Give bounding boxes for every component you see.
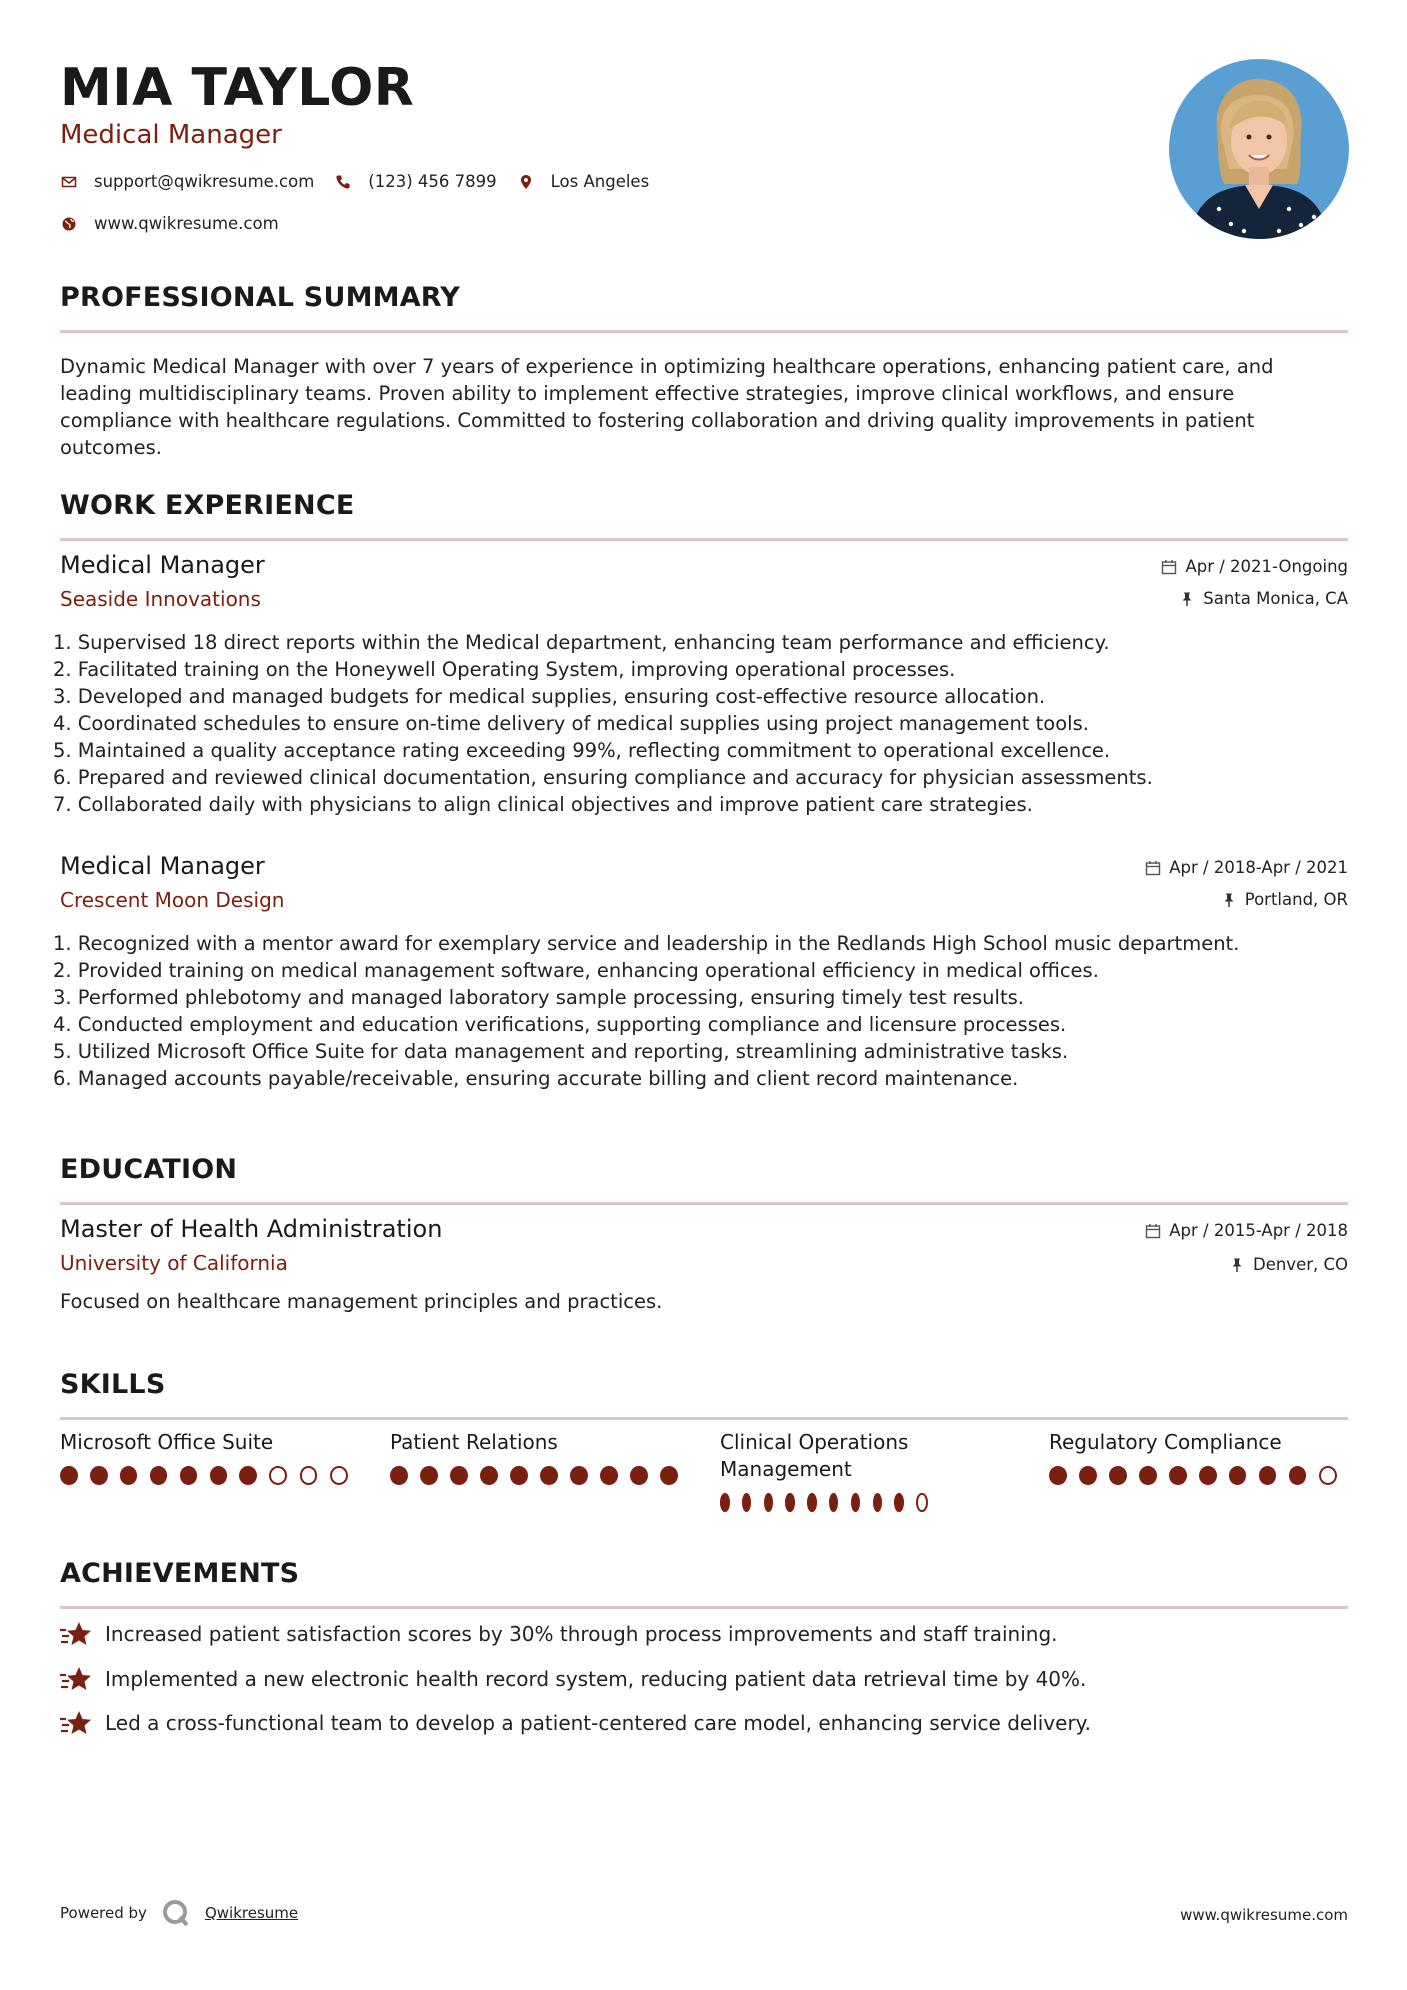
skills-grid [60, 1429, 1348, 1519]
list-item: 3. Developed and managed budgets for medical supplies, ensuring cost-effective resource allocation. [53, 685, 1046, 708]
location-text: Portland, OR [1244, 890, 1348, 909]
rating-dot-filled [873, 1493, 883, 1512]
rating-dot-filled [1229, 1466, 1247, 1485]
section-divider [60, 1606, 1348, 1609]
achievement-text: Implemented a new electronic health record system, reducing patient data retrieval time by 40%. [105, 1667, 1087, 1691]
resume-page [53, 0, 1348, 1990]
skill-name: Patient Relations [390, 1430, 558, 1454]
pin-icon [1179, 591, 1195, 607]
rating-dot-filled [90, 1466, 108, 1485]
location-text: Denver, CO [1252, 1255, 1348, 1274]
candidate-name: MIA TAYLOR [60, 58, 415, 118]
job-title: Medical Manager [60, 551, 265, 579]
skill-name: Regulatory Compliance [1049, 1430, 1282, 1454]
section-divider [60, 1417, 1348, 1420]
candidate-role: Medical Manager [60, 120, 282, 150]
rating-dot-empty [1319, 1466, 1337, 1485]
rating-dot-filled [480, 1466, 498, 1485]
list-item: 5. Maintained a quality acceptance rating exceeding 99%, reflecting commitment to operational excellence. [53, 739, 1111, 762]
education-location [1229, 1255, 1348, 1274]
job-entry [53, 551, 1348, 821]
pin-icon [1221, 892, 1237, 908]
footer-branding [60, 1898, 298, 1928]
rating-dot-filled [1199, 1466, 1217, 1485]
qwikresume-logo-icon [161, 1898, 191, 1928]
achievement-item [60, 1620, 1058, 1648]
rating-dot-filled [742, 1493, 752, 1512]
calendar-icon [1145, 860, 1161, 876]
rating-dot-filled [660, 1466, 678, 1485]
skill-rating [390, 1466, 690, 1485]
skill-item [1049, 1429, 1349, 1485]
rating-dot-filled [1259, 1466, 1277, 1485]
list-item: 5. Utilized Microsoft Office Suite for data management and reporting, streamlining administrative tasks. [53, 1040, 1069, 1063]
list-item: 1. Supervised 18 direct reports within the Medical department, enhancing team performance and efficiency. [53, 631, 1110, 654]
location-text: Santa Monica, CA [1203, 589, 1348, 608]
skill-name: Microsoft Office Suite [60, 1430, 274, 1454]
rating-dot-filled [720, 1493, 730, 1512]
qwikresume-link[interactable]: Qwikresume [204, 1904, 299, 1922]
rating-dot-filled [1079, 1466, 1097, 1485]
list-item: 4. Coordinated schedules to ensure on-time delivery of medical supplies using project management tools. [53, 712, 1089, 735]
date-text: Apr / 2018-Apr / 2021 [1169, 858, 1348, 877]
job-dates [1161, 557, 1348, 576]
email-icon [60, 173, 78, 191]
calendar-icon [1145, 1223, 1161, 1239]
star-icon [60, 1665, 92, 1693]
achievement-text: Led a cross-functional team to develop a patient-centered care model, enhancing service delivery. [105, 1711, 1092, 1735]
rating-dot-filled [450, 1466, 468, 1485]
rating-dot-filled [1049, 1466, 1067, 1485]
section-title: EDUCATION [60, 1154, 238, 1185]
section-title: PROFESSIONAL SUMMARY [60, 282, 461, 313]
profile-photo [1169, 59, 1349, 239]
location-text: Los Angeles [550, 172, 650, 191]
list-item: 2. Facilitated training on the Honeywell Operating System, improving operational processes. [53, 658, 956, 681]
rating-dot-filled [150, 1466, 168, 1485]
date-text: Apr / 2015-Apr / 2018 [1169, 1221, 1348, 1240]
email-link[interactable]: support@qwikresume.com [94, 172, 315, 191]
rating-dot-filled [764, 1493, 774, 1512]
achievement-item [60, 1709, 1091, 1737]
location-pin-icon [517, 173, 535, 191]
rating-dot-empty [330, 1466, 348, 1485]
section-title: SKILLS [60, 1369, 166, 1400]
job-title: Medical Manager [60, 852, 265, 880]
rating-dot-empty [269, 1466, 287, 1485]
job-entry [53, 852, 1348, 1102]
rating-dot-filled [180, 1466, 198, 1485]
website-row [60, 214, 299, 233]
rating-dot-filled [829, 1493, 839, 1512]
section-title: WORK EXPERIENCE [60, 490, 355, 521]
footer-website-link[interactable]: www.qwikresume.com [1180, 1906, 1348, 1924]
rating-dot-filled [630, 1466, 648, 1485]
achievements-section [60, 1558, 1348, 1609]
section-divider [60, 1202, 1348, 1205]
rating-dot-filled [600, 1466, 618, 1485]
section-title: ACHIEVEMENTS [60, 1558, 300, 1589]
achievement-text: Increased patient satisfaction scores by 30% through process improvements and staff training. [105, 1622, 1058, 1646]
rating-dot-filled [239, 1466, 257, 1485]
list-item: 6. Managed accounts payable/receivable, ensuring accurate billing and client record maintenance. [53, 1067, 1019, 1090]
rating-dot-filled [540, 1466, 558, 1485]
star-icon [60, 1620, 92, 1648]
skill-item [60, 1429, 360, 1485]
rating-dot-filled [851, 1493, 861, 1512]
skill-rating [720, 1493, 940, 1512]
education-entry [60, 1215, 1348, 1315]
powered-by-label: Powered by [60, 1904, 147, 1922]
rating-dot-filled [120, 1466, 138, 1485]
education-section [60, 1154, 1348, 1205]
skill-item [390, 1429, 690, 1485]
list-item: 7. Collaborated daily with physicians to align clinical objectives and improve patient care strategies. [53, 793, 1033, 816]
contact-row [60, 172, 669, 191]
skill-name: Clinical Operations Management [720, 1430, 909, 1481]
rating-dot-filled [1169, 1466, 1187, 1485]
section-divider [60, 330, 1348, 333]
job-bullets [53, 629, 1153, 818]
calendar-icon [1161, 559, 1177, 575]
company-name: Crescent Moon Design [60, 888, 285, 912]
list-item: 3. Performed phlebotomy and managed laboratory sample processing, ensuring timely test results. [53, 986, 1024, 1009]
pin-icon [1229, 1257, 1245, 1273]
rating-dot-filled [210, 1466, 228, 1485]
rating-dot-empty [916, 1493, 928, 1512]
section-divider [60, 538, 1348, 541]
rating-dot-empty [300, 1466, 318, 1485]
skill-rating [1049, 1466, 1349, 1485]
list-item: 2. Provided training on medical management software, enhancing operational efficiency in medical offices. [53, 959, 1099, 982]
job-location [1179, 589, 1348, 608]
rating-dot-filled [785, 1493, 795, 1512]
rating-dot-filled [807, 1493, 817, 1512]
list-item: 6. Prepared and reviewed clinical documentation, ensuring compliance and accuracy for physician assessments. [53, 766, 1153, 789]
achievement-item [60, 1665, 1086, 1693]
rating-dot-filled [894, 1493, 904, 1512]
summary-section [60, 282, 1348, 461]
summary-text: Dynamic Medical Manager with over 7 years of experience in optimizing healthcare operations, enhancing patient care, and leading multidisciplinary teams. Proven ability to implement effective strategies, improve clinical workflows, and ensure compliance with healthcare regulations. Committed to fostering collaboration and driving quality improvements in patient outcomes. [60, 355, 1274, 459]
education-description: Focused on healthcare management principles and practices. [60, 1290, 663, 1313]
rating-dot-filled [420, 1466, 438, 1485]
job-location [1221, 890, 1348, 909]
list-item: 4. Conducted employment and education verifications, supporting compliance and licensure processes. [53, 1013, 1067, 1036]
skills-section [60, 1369, 1348, 1420]
degree-title: Master of Health Administration [60, 1215, 443, 1243]
job-bullets [53, 930, 1239, 1092]
school-name: University of California [60, 1251, 288, 1275]
phone-icon [334, 173, 352, 191]
rating-dot-filled [1109, 1466, 1127, 1485]
globe-icon [60, 215, 78, 233]
rating-dot-filled [390, 1466, 408, 1485]
job-dates [1145, 858, 1348, 877]
rating-dot-filled [570, 1466, 588, 1485]
rating-dot-filled [1289, 1466, 1307, 1485]
star-icon [60, 1709, 92, 1737]
phone-text[interactable]: (123) 456 7899 [368, 172, 497, 191]
rating-dot-filled [1139, 1466, 1157, 1485]
education-dates [1145, 1221, 1348, 1240]
list-item: 1. Recognized with a mentor award for exemplary service and leadership in the Redlands High School music department. [53, 932, 1240, 955]
experience-section [60, 490, 1348, 541]
skill-item [720, 1429, 940, 1512]
skill-rating [60, 1466, 360, 1485]
rating-dot-filled [60, 1466, 78, 1485]
rating-dot-filled [510, 1466, 528, 1485]
website-link[interactable]: www.qwikresume.com [94, 214, 279, 233]
date-text: Apr / 2021-Ongoing [1185, 557, 1348, 576]
company-name: Seaside Innovations [60, 587, 261, 611]
